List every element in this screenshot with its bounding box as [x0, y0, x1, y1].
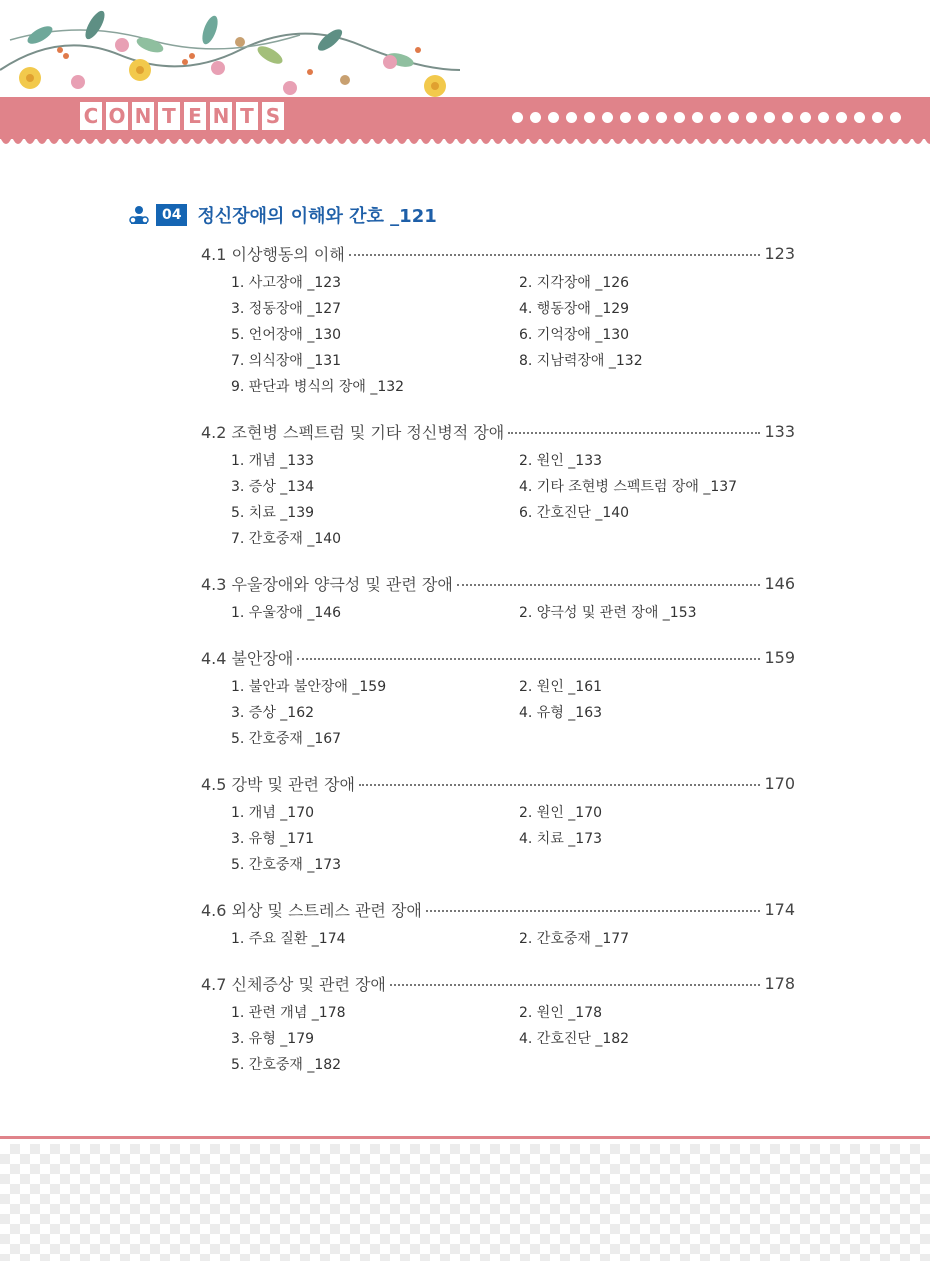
subsection-list: [231, 270, 795, 400]
section-page: 123: [764, 243, 795, 263]
subsection-item[interactable]: 5. 간호중재 _173: [231, 857, 342, 873]
subsection-item[interactable]: 1. 개념 _170: [231, 805, 315, 821]
section-title: 4.3 우울장애와 양극성 및 관련 장애: [201, 574, 453, 594]
subsection-item[interactable]: 3. 유형 _179: [231, 1031, 315, 1047]
subsection-item[interactable]: 7. 의식장애 _131: [231, 353, 342, 369]
subsection-item[interactable]: 2. 지각장애 _126: [519, 275, 630, 291]
toc-section: [201, 896, 795, 952]
subsection-item[interactable]: 4. 간호진단 _182: [519, 1031, 630, 1047]
section-title: 4.2 조현병 스펙트럼 및 기타 정신병적 장애: [201, 422, 505, 442]
subsection-item[interactable]: 1. 사고장애 _123: [231, 275, 342, 291]
banner-dot: [782, 112, 793, 123]
contents-letter: N: [132, 102, 154, 130]
subsection-item[interactable]: 2. 간호중재 _177: [519, 931, 630, 947]
banner-dot: [728, 112, 739, 123]
contents-letter: E: [184, 102, 206, 130]
subsection-item[interactable]: 1. 주요 질환 _174: [231, 931, 346, 947]
dotted-leader: [359, 784, 760, 786]
section-heading[interactable]: [201, 570, 795, 596]
banner-dot: [818, 112, 829, 123]
subsection-item[interactable]: 4. 기타 조현병 스펙트럼 장애 _137: [519, 479, 738, 495]
banner-dot: [602, 112, 613, 123]
chapter-number: 04: [156, 204, 187, 226]
subsection-item[interactable]: 7. 간호중재 _140: [231, 531, 342, 547]
section-page: 178: [764, 973, 795, 993]
subsection-item[interactable]: 3. 증상 _134: [231, 479, 315, 495]
contents-letter: T: [236, 102, 258, 130]
contents-letter: C: [80, 102, 102, 130]
subsection-item[interactable]: 3. 유형 _171: [231, 831, 315, 847]
section-page: 170: [764, 773, 795, 793]
subsection-item[interactable]: 5. 간호중재 _182: [231, 1057, 342, 1073]
subsection-item[interactable]: 2. 원인 _133: [519, 453, 603, 469]
section-heading[interactable]: [201, 240, 795, 266]
banner-dot: [890, 112, 901, 123]
banner-dot: [638, 112, 649, 123]
subsection-item[interactable]: 5. 언어장애 _130: [231, 327, 342, 343]
banner-dot: [548, 112, 559, 123]
subsection-item[interactable]: 5. 치료 _139: [231, 505, 315, 521]
chapter-heading: [128, 202, 437, 228]
section-heading[interactable]: [201, 644, 795, 670]
section-heading[interactable]: [201, 970, 795, 996]
dotted-leader: [390, 984, 761, 986]
toc-section: [201, 570, 795, 626]
subsection-item[interactable]: 2. 원인 _178: [519, 1005, 603, 1021]
subsection-item[interactable]: 2. 원인 _161: [519, 679, 603, 695]
footer-divider: [0, 1136, 930, 1139]
dotted-leader: [297, 658, 760, 660]
toc-section: [201, 644, 795, 752]
subsection-item[interactable]: 4. 치료 _173: [519, 831, 603, 847]
section-title: 4.1 이상행동의 이해: [201, 244, 345, 264]
banner-dot: [584, 112, 595, 123]
checker-pattern: [0, 1144, 930, 1261]
subsection-item[interactable]: 3. 정동장애 _127: [231, 301, 342, 317]
subsection-item[interactable]: 1. 불안과 불안장애 _159: [231, 679, 387, 695]
subsection-list: [231, 600, 795, 626]
section-page: 133: [764, 421, 795, 441]
section-heading[interactable]: [201, 770, 795, 796]
subsection-list: [231, 448, 795, 552]
toc-section: [201, 970, 795, 1078]
table-of-contents: [201, 240, 795, 1096]
banner-dots: [512, 112, 901, 123]
subsection-item[interactable]: 2. 원인 _170: [519, 805, 603, 821]
banner-dot: [530, 112, 541, 123]
subsection-list: [231, 1000, 795, 1078]
chapter-title: 정신장애의 이해와 간호 _121: [197, 206, 437, 227]
section-page: 146: [764, 573, 795, 593]
toc-section: [201, 770, 795, 878]
banner-dot: [656, 112, 667, 123]
section-page: 174: [764, 899, 795, 919]
banner-dot: [692, 112, 703, 123]
banner-dot: [710, 112, 721, 123]
subsection-item[interactable]: 6. 간호진단 _140: [519, 505, 630, 521]
dotted-leader: [457, 584, 761, 586]
toc-section: [201, 240, 795, 400]
section-page: 159: [764, 647, 795, 667]
dotted-leader: [508, 432, 760, 434]
subsection-list: [231, 926, 795, 952]
banner-dot: [674, 112, 685, 123]
subsection-item[interactable]: 6. 기억장애 _130: [519, 327, 630, 343]
subsection-item[interactable]: 1. 우울장애 _146: [231, 605, 342, 621]
subsection-item[interactable]: 5. 간호중재 _167: [231, 731, 342, 747]
banner-dot: [512, 112, 523, 123]
contents-letter: S: [262, 102, 284, 130]
subsection-item[interactable]: 4. 유형 _163: [519, 705, 603, 721]
dotted-leader: [426, 910, 761, 912]
subsection-item[interactable]: 3. 증상 _162: [231, 705, 315, 721]
subsection-list: [231, 800, 795, 878]
subsection-item[interactable]: 1. 개념 _133: [231, 453, 315, 469]
contents-letter: O: [106, 102, 128, 130]
section-title: 4.7 신체증상 및 관련 장애: [201, 974, 386, 994]
banner-dot: [854, 112, 865, 123]
dotted-leader: [349, 254, 761, 256]
person-group-icon: [128, 204, 150, 226]
banner-dot: [872, 112, 883, 123]
contents-letter: T: [158, 102, 180, 130]
section-title: 4.5 강박 및 관련 장애: [201, 774, 355, 794]
contents-title: [80, 102, 284, 130]
subsection-list: [231, 674, 795, 752]
section-heading[interactable]: [201, 418, 795, 444]
floral-decoration: [0, 0, 470, 100]
subsection-item[interactable]: 4. 행동장애 _129: [519, 301, 630, 317]
banner-dot: [800, 112, 811, 123]
subsection-item[interactable]: 2. 양극성 및 관련 장애 _153: [519, 605, 697, 621]
banner-scallop-edge: [0, 137, 930, 145]
subsection-item[interactable]: 8. 지남력장애 _132: [519, 353, 643, 369]
section-heading[interactable]: [201, 896, 795, 922]
banner-dot: [764, 112, 775, 123]
banner-dot: [620, 112, 631, 123]
section-title: 4.4 불안장애: [201, 648, 294, 668]
section-title: 4.6 외상 및 스트레스 관련 장애: [201, 900, 422, 920]
banner-dot: [836, 112, 847, 123]
banner-dot: [566, 112, 577, 123]
contents-letter: N: [210, 102, 232, 130]
banner-dot: [746, 112, 757, 123]
toc-section: [201, 418, 795, 552]
subsection-item[interactable]: 9. 판단과 병식의 장애 _132: [231, 379, 405, 395]
subsection-item[interactable]: 1. 관련 개념 _178: [231, 1005, 346, 1021]
